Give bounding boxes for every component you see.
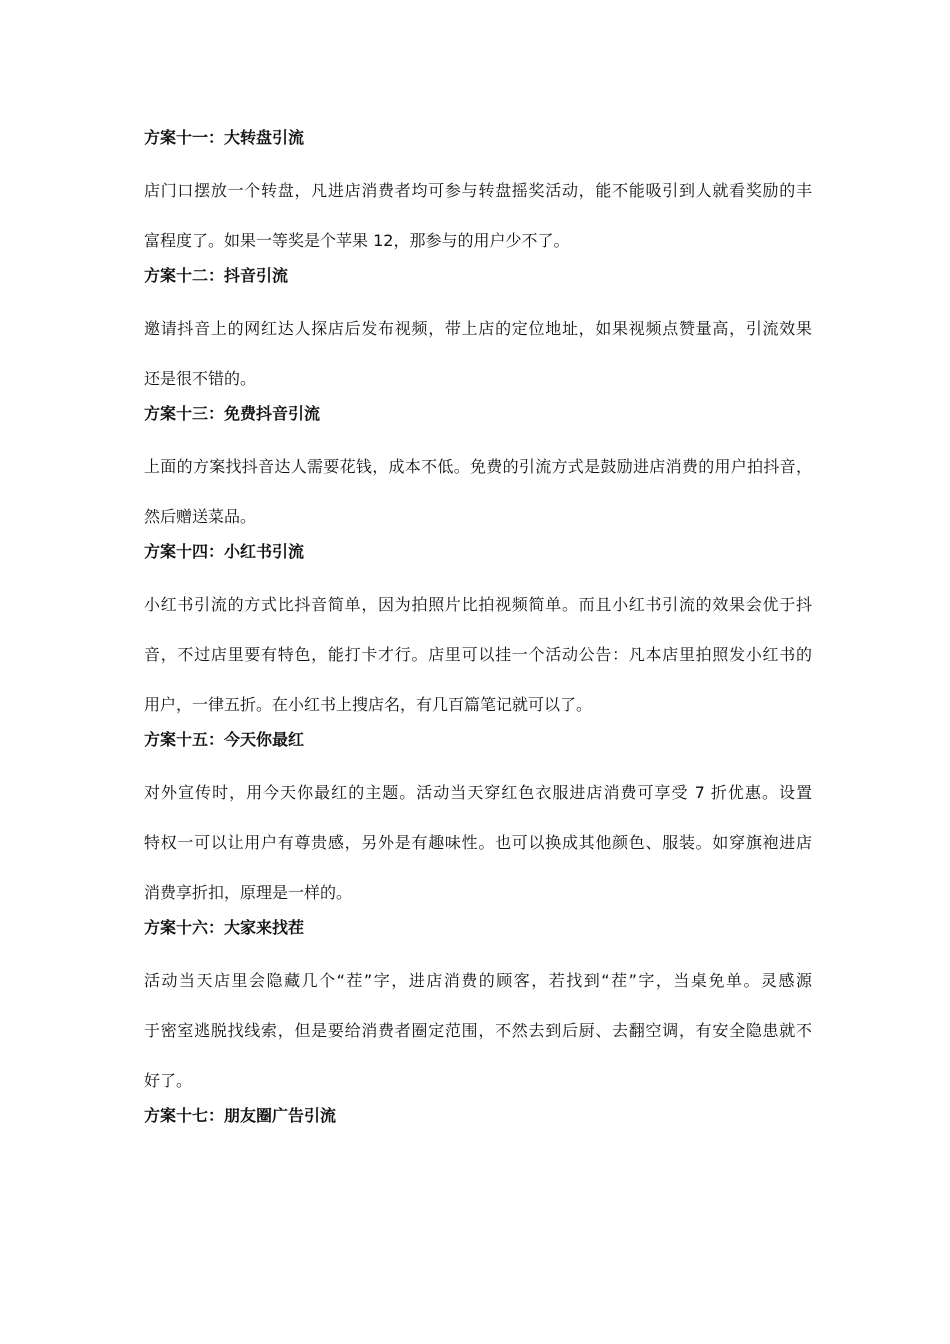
section-heading: 方案十六：大家来找茬 <box>144 918 305 937</box>
document-content <box>144 124 812 1144</box>
body-line: 特权一可以让用户有尊贵感，另外是有趣味性。也可以换成其他颜色、服装。如穿旗袍进店 <box>144 833 812 852</box>
section-body <box>144 166 812 266</box>
body-line: 对外宣传时，用今天你最红的主题。活动当天穿红色衣服进店消费可享受 7 折优惠。设置 <box>144 783 812 802</box>
section-12 <box>144 262 812 404</box>
section-13 <box>144 400 812 542</box>
section-16 <box>144 914 812 1106</box>
body-line: 还是很不错的。 <box>144 369 257 388</box>
section-heading: 方案十七：朋友圈广告引流 <box>144 1106 337 1125</box>
section-body <box>144 304 812 404</box>
body-line: 用户，一律五折。在小红书上搜店名，有几百篇笔记就可以了。 <box>144 695 593 714</box>
section-body <box>144 768 812 918</box>
body-line: 富程度了。如果一等奖是个苹果 12，那参与的用户少不了。 <box>144 231 570 250</box>
body-line: 邀请抖音上的网红达人探店后发布视频，带上店的定位地址，如果视频点赞量高，引流效果 <box>144 319 812 338</box>
section-heading: 方案十二：抖音引流 <box>144 266 289 285</box>
section-heading: 方案十一：大转盘引流 <box>144 128 305 147</box>
body-line: 消费享折扣，原理是一样的。 <box>144 883 353 902</box>
body-line: 音，不过店里要有特色，能打卡才行。店里可以挂一个活动公告：凡本店里拍照发小红书的 <box>144 645 812 664</box>
body-line: 活动当天店里会隐藏几个“茬”字，进店消费的顾客，若找到“茬”字，当桌免单。灵感源 <box>144 971 812 990</box>
section-17 <box>144 1102 812 1130</box>
section-11 <box>144 124 812 266</box>
section-heading: 方案十三：免费抖音引流 <box>144 404 321 423</box>
body-line: 小红书引流的方式比抖音简单，因为拍照片比拍视频简单。而且小红书引流的效果会优于抖 <box>144 595 812 614</box>
section-heading: 方案十五：今天你最红 <box>144 730 305 749</box>
body-line: 店门口摆放一个转盘，凡进店消费者均可参与转盘摇奖活动，能不能吸引到人就看奖励的丰 <box>144 181 812 200</box>
body-line: 然后赠送菜品。 <box>144 507 257 526</box>
section-body <box>144 956 812 1106</box>
body-line: 上面的方案找抖音达人需要花钱，成本不低。免费的引流方式是鼓励进店消费的用户拍抖音， <box>144 457 812 476</box>
body-line: 于密室逃脱找线索，但是要给消费者圈定范围，不然去到后厨、去翻空调，有安全隐患就不 <box>144 1021 812 1040</box>
section-14 <box>144 538 812 730</box>
section-heading: 方案十四：小红书引流 <box>144 542 305 561</box>
section-15 <box>144 726 812 918</box>
section-body <box>144 580 812 730</box>
section-body <box>144 442 812 542</box>
body-line: 好了。 <box>144 1071 193 1090</box>
